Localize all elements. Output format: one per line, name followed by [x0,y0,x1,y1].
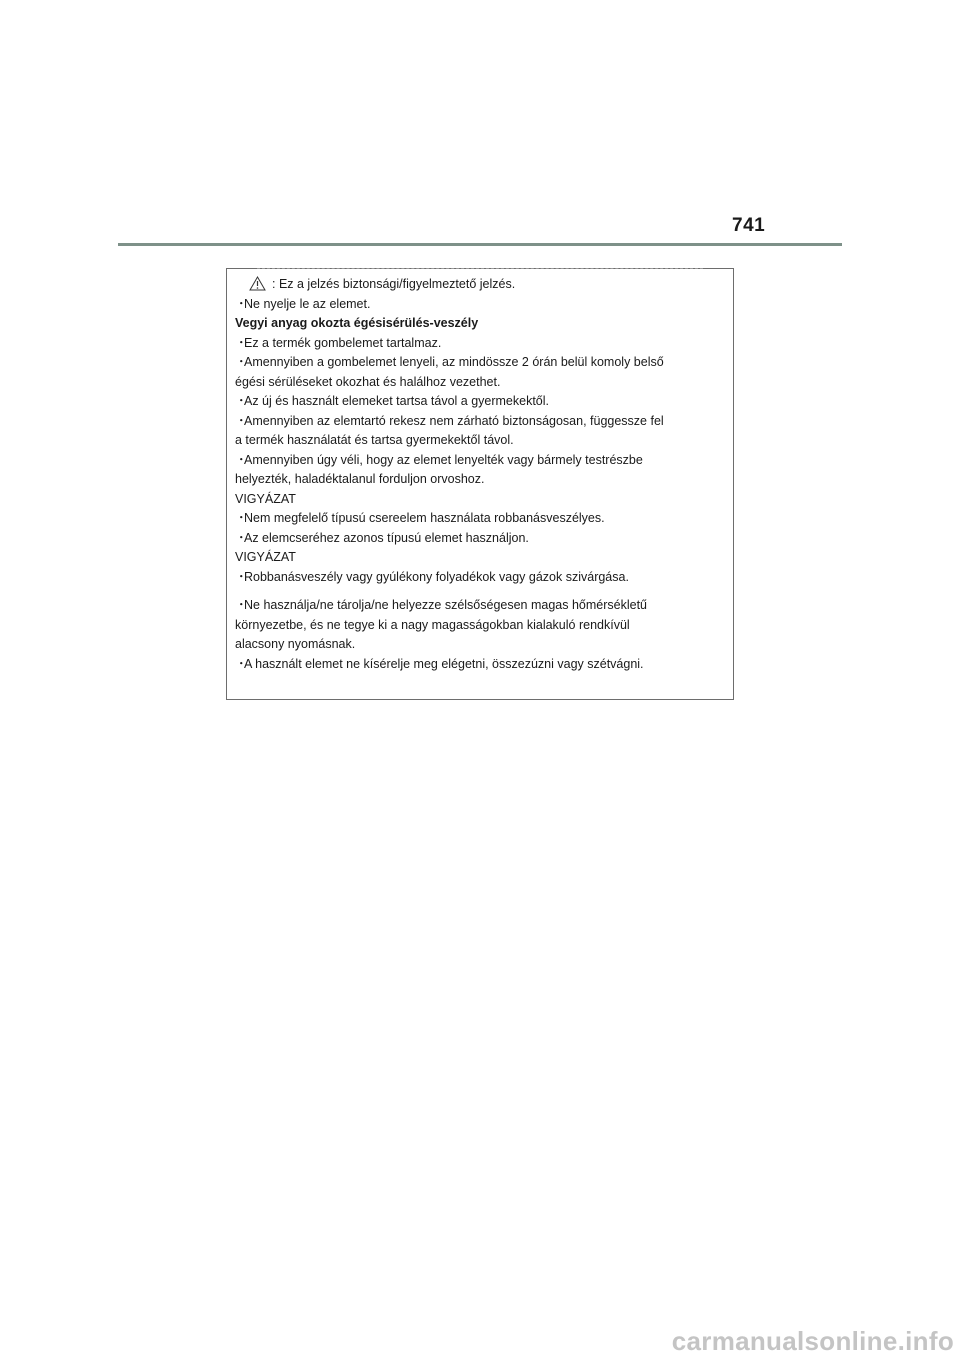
warning-line-text: helyezték, haladéktalanul forduljon orvoshoz. [235,472,485,486]
bullet-marker: ・ [235,394,248,408]
warning-symbol-line [235,275,725,295]
warning-line-text: Ne használja/ne tárolja/ne helyezze szélsőségesen magas hőmérsékletű [244,598,648,612]
warning-line-text: Ne nyelje le az elemet. [244,296,371,311]
bullet-marker: ・ [235,413,248,428]
warning-line [235,295,725,315]
warning-line-text: égési sérüléseket okozhat és halálhoz vezethet. [235,374,501,389]
warning-line [235,568,725,588]
bullet-marker: ・ [235,656,248,671]
warning-line [235,596,725,616]
warning-line [235,635,725,655]
warning-line-text: Ez a termék gombelemet tartalmaz. [244,335,442,350]
warning-line-text: A használt elemet ne kísérelje meg elégetni, összezúzni vagy szétvágni. [244,656,644,671]
warning-line [235,451,725,471]
warning-line [235,470,725,490]
warning-content [235,275,725,674]
bullet-marker: ・ [235,511,248,525]
warning-line [235,334,725,354]
warning-line-text: Nem megfelelő típusú csereelem használata robbanásveszélyes. [244,511,605,525]
warning-line-text: Amennyiben a gombelemet lenyeli, az mindössze 2 órán belül komoly belső [244,355,664,369]
bullet-marker: ・ [235,296,248,311]
warning-line [235,373,725,393]
warning-line-text: Amennyiben az elemtartó rekesz nem zárható biztonságosan, függessze fel [244,413,664,428]
warning-heading [235,314,725,334]
warning-line [235,490,725,510]
site-watermark: carmanualsonline.info [671,1326,954,1356]
warning-line [235,655,725,675]
warning-symbol-text: : Ez a jelzés biztonsági/figyelmeztető jelzés. [272,277,516,291]
paragraph-spacer [235,587,725,596]
header-rule [118,243,842,246]
bullet-marker: ・ [235,355,248,369]
warning-line [235,509,725,529]
warning-line-text: környezetbe, és ne tegye ki a nagy magasságokban kialakuló rendkívül [235,617,630,632]
bullet-marker: ・ [235,598,248,612]
warning-line-text: VIGYÁZAT [235,491,296,506]
warning-line [235,392,725,412]
warning-line-text: alacsony nyomásnak. [235,637,356,651]
warning-line [235,353,725,373]
warning-line-text: Robbanásveszély vagy gyúlékony folyadékok vagy gázok szivárgása. [244,569,629,584]
bullet-marker: ・ [235,335,248,350]
warning-line-text: Az elemcseréhez azonos típusú elemet használjon. [244,530,529,545]
warning-line [235,412,725,432]
page-number: 741 [732,215,766,236]
bullet-marker: ・ [235,452,248,467]
warning-line-text: VIGYÁZAT [235,550,296,564]
bullet-marker: ・ [235,530,248,545]
warning-triangle-icon [249,276,266,291]
warning-box [226,268,734,700]
warning-line-text: Az új és használt elemeket tartsa távol a gyermekektől. [244,394,550,408]
warning-line-text: Vegyi anyag okozta égésisérülés-veszély [235,316,479,330]
warning-line [235,616,725,636]
warning-line-text: Amennyiben úgy véli, hogy az elemet lenyelték vagy bármely testrészbe [244,452,643,467]
bullet-marker: ・ [235,569,248,584]
warning-line [235,431,725,451]
warning-line [235,529,725,549]
warning-line [235,548,725,568]
warning-line-text: a termék használatát és tartsa gyermekektől távol. [235,433,514,447]
